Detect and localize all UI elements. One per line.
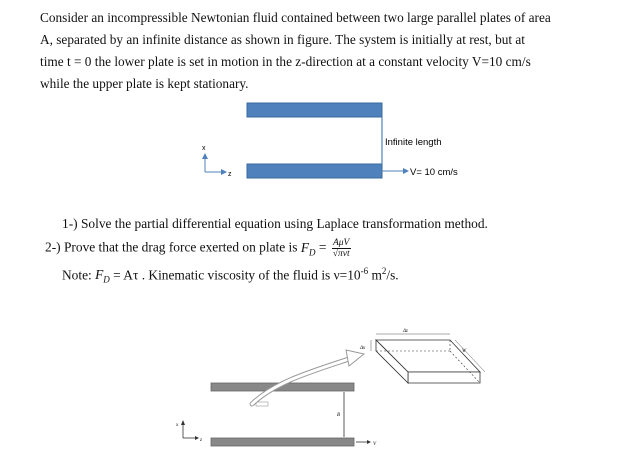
question-1: 1-) Solve the partial differential equation using Laplace transformation method. xyxy=(62,216,488,231)
intro-line-1: Consider an incompressible Newtonian fluid contained between two large parallel plates of area xyxy=(40,10,551,25)
velocity-label: V= 10 cm/s xyxy=(410,167,458,178)
axis2-x-label: x xyxy=(176,423,179,428)
drag-force-fraction: $\frac{\text{AμV}}{\text{√πνt}}$ xyxy=(332,238,350,259)
gap-b-label: B xyxy=(337,413,341,418)
axis2-z-arrow-icon xyxy=(195,436,199,440)
axis-x-label: x xyxy=(202,145,206,152)
box-front-face xyxy=(408,372,480,383)
intro-line-3: time t = 0 the lower plate is set in motion in the z-direction at a constant velocity V=10 cm/s xyxy=(40,54,531,69)
axis-z-label: z xyxy=(228,171,232,178)
fluid-element-small xyxy=(256,402,268,406)
axis2-x-arrow-icon xyxy=(181,420,185,425)
lower-gray-plate xyxy=(211,438,354,446)
intro-line-2: A, separated by an infinite distance as shown in figure. The system is initially at rest, but at xyxy=(40,32,525,47)
delta-z-label: Δz xyxy=(403,329,408,334)
lower-velocity-arrow-head xyxy=(367,440,371,444)
infinite-length-label: Infinite length xyxy=(385,137,442,148)
zoom-arrow-head xyxy=(346,350,364,366)
w-label: W xyxy=(462,349,467,354)
delta-x-label: Δx xyxy=(360,346,366,351)
axis2-z-label: z xyxy=(200,438,202,443)
question-2: 2-) Prove that the drag force exerted on plate is $F_D$ = $\frac{\text{AμV}}{\text{√πνt}}$ xyxy=(45,238,350,259)
zoom-arrow xyxy=(252,358,352,404)
intro-line-4: while the upper plate is kept stationary. xyxy=(40,76,249,91)
lower-velocity-label: V xyxy=(373,442,377,447)
note-line: Note: $F_D = A\tau$ . Kinematic viscosity of the fluid is $\nu=10^{-6}$ $m^2/s$. xyxy=(62,266,399,286)
